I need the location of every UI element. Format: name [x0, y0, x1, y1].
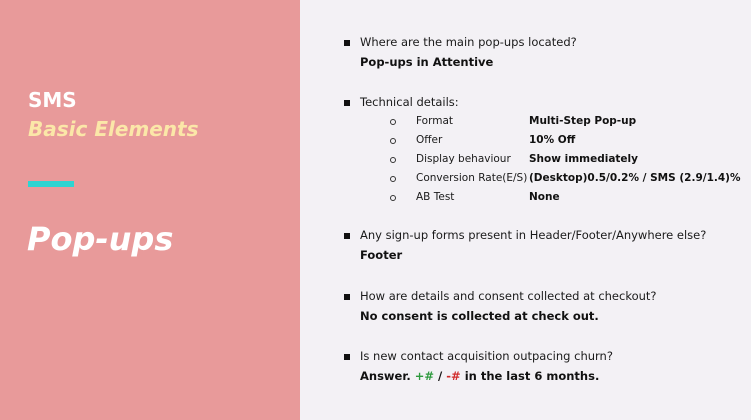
square-bullet-icon: [344, 294, 350, 300]
answer-text: No consent is collected at check out.: [360, 309, 599, 323]
left-panel: [0, 0, 300, 420]
detail-label: Offer: [416, 134, 443, 146]
answer-separator: /: [434, 369, 447, 383]
detail-label: Format: [416, 115, 454, 127]
detail-label: AB Test: [416, 191, 455, 203]
square-bullet-icon: [344, 100, 350, 106]
circle-bullet-icon: [390, 195, 396, 201]
answer-text: Footer: [360, 248, 403, 262]
answer-suffix: in the last 6 months.: [460, 369, 600, 383]
detail-value: Multi-Step Pop-up: [529, 115, 637, 127]
detail-value: 10% Off: [529, 134, 576, 146]
accent-bar: [28, 181, 74, 187]
detail-value: (Desktop)0.5/0.2% / SMS (2.9/1.4)%: [529, 172, 741, 184]
square-bullet-icon: [344, 354, 350, 360]
section-title: Pop-ups: [27, 220, 174, 258]
circle-bullet-icon: [390, 176, 396, 182]
slide-title: SMS: [28, 88, 77, 112]
answer-plus: +#: [414, 369, 435, 383]
detail-value: Show immediately: [529, 153, 638, 165]
answer-minus: -#: [446, 369, 461, 383]
detail-label: Display behaviour: [416, 153, 511, 165]
circle-bullet-icon: [390, 119, 396, 125]
square-bullet-icon: [344, 233, 350, 239]
answer-prefix: Answer.: [360, 369, 415, 383]
question-text: How are details and consent collected at checkout?: [360, 289, 657, 303]
answer-text: [360, 369, 599, 383]
circle-bullet-icon: [390, 157, 396, 163]
question-text: Any sign-up forms present in Header/Footer/Anywhere else?: [360, 228, 707, 242]
circle-bullet-icon: [390, 138, 396, 144]
slide-subtitle: Basic Elements: [28, 117, 199, 141]
question-text: Is new contact acquisition outpacing churn?: [360, 349, 613, 363]
answer-text: Pop-ups in Attentive: [360, 55, 494, 69]
question-text: Where are the main pop-ups located?: [360, 35, 577, 49]
square-bullet-icon: [344, 40, 350, 46]
detail-label: Conversion Rate(E/S): [416, 172, 528, 184]
question-text: Technical details:: [360, 95, 459, 109]
detail-value: None: [529, 191, 560, 203]
